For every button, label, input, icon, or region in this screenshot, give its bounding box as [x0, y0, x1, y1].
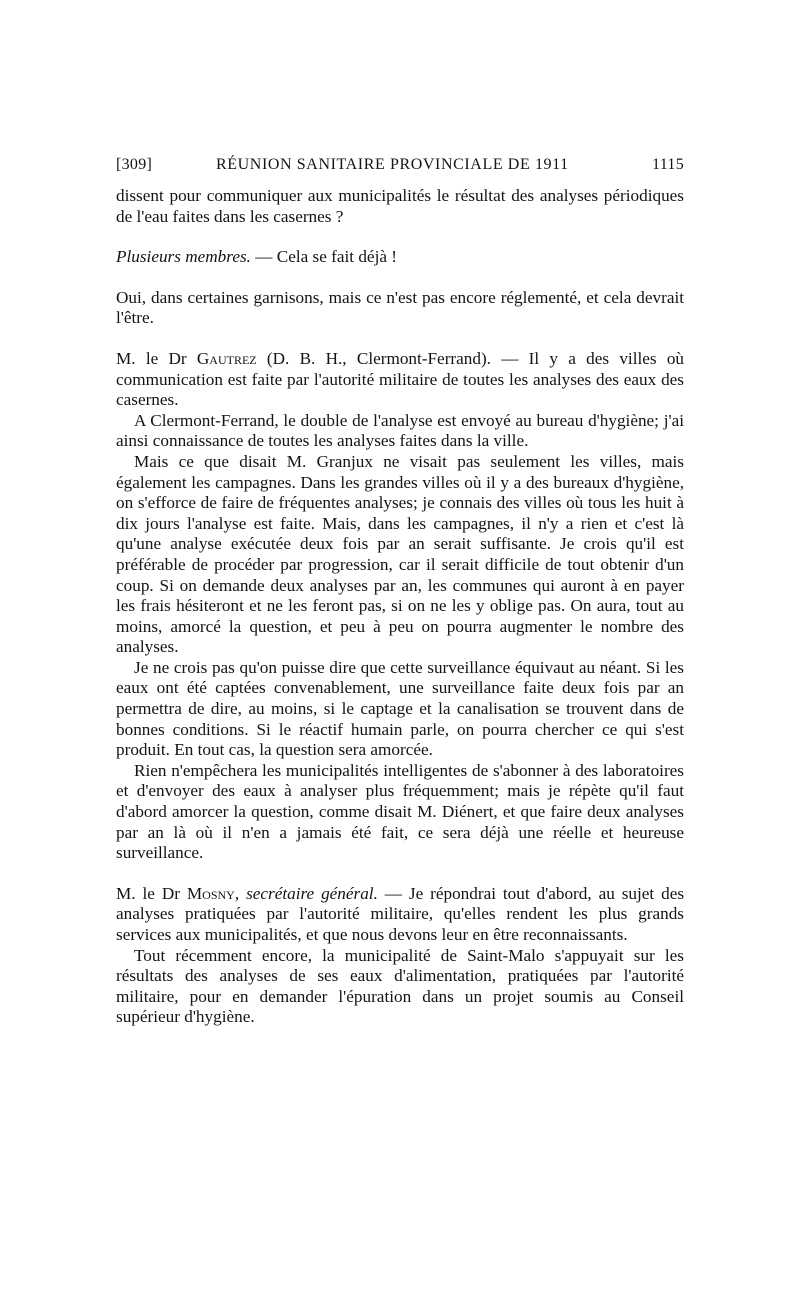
- speaker-role: secrétaire général.: [246, 883, 378, 903]
- speaker-name: Mosny: [186, 883, 235, 903]
- paragraph-speaker-members: Plusieurs membres. — Cela se fait déjà !: [116, 247, 397, 267]
- running-title: RÉUNION SANITAIRE PROVINCIALE DE 1911: [216, 156, 569, 173]
- running-header: [116, 156, 684, 180]
- speaker-prefix: M. le Dr: [116, 348, 197, 368]
- paragraph: Oui, dans certaines garnisons, mais ce n'est pas encore réglementé, et cela devrait l'être.: [116, 287, 684, 328]
- paragraph: Mais ce que disait M. Granjux ne visait pas seulement les villes, mais également les campagnes. Dans les grandes villes où il y a des bureaux d'hygiène, on s'efforce de faire de fréquentes analyses; je connais des villes où tous les huit à dix jours l'analyse est faite. Mais, dans les campagnes, il n'y a rien et c'est là qu'une analyse exécutée deux fois par an serait suffisante. Je crois qu'il est préférable de procéder par progression, car il serait difficile de tout obtenir d'un coup. Si on demande deux analyses par an, les communes qui auront à en payer les frais hésiteront et ne les feront pas, si on ne les y oblige pas. On aura, tout au moins, amorcé la question, et peu à peu on pourra augmenter le nombre des analyses.: [116, 451, 684, 657]
- paragraph: Rien n'empêchera les municipalités intelligentes de s'abonner à des laboratoires et d'envoyer des eaux à analyser plus fréquemment; mais je répète qu'il faut d'abord amorcer la question, comme disait M. Diénert, et que faire deux analyses par an là où il n'en a jamais été fait, ce sera déjà une réelle et heureuse surveillance.: [116, 760, 684, 863]
- speaker-label: Plusieurs membres.: [116, 247, 251, 267]
- paragraph: dissent pour communiquer aux municipalités le résultat des analyses périodiques de l'eau faites dans les casernes ?: [116, 186, 684, 226]
- paragraph: A Clermont-Ferrand, le double de l'analyse est envoyé au bureau d'hygiène; j'ai ainsi connaissance de toutes les analyses faites dans la ville.: [116, 410, 684, 451]
- speaker-prefix: M. le Dr: [116, 883, 187, 903]
- paragraph: Je ne crois pas qu'on puisse dire que cette surveillance équivaut au néant. Si les eaux ont été captées convenablement, une surveillance faite deux fois par an permettra de dire, au moins, si le captage et la canalisation se trouvent dans de bonnes conditions. Si le réactif humain parle, on pourra chercher ce qui s'est produit. En tout cas, la question sera amorcée.: [116, 657, 684, 760]
- paragraph-speaker-gautrez: M. le Dr Gautrez (D. B. H., Clermont-Ferrand). — Il y a des villes où communication est faite par l'autorité militaire de toutes les analyses des eaux des casernes.: [116, 348, 685, 410]
- speaker-name: Gautrez: [196, 348, 257, 368]
- page-body: [116, 186, 684, 1028]
- page-number: 1115: [651, 156, 684, 173]
- page-reference: [309]: [116, 156, 153, 173]
- paragraph-speaker-mosny: M. le Dr Mosny, secrétaire général. — Je répondrai tout d'abord, au sujet des analyses pratiquées par l'autorité militaire, qu'elles rendent les plus grands services aux municipalités, et que nous devons leur en être reconnaissants.: [116, 883, 685, 944]
- paragraph: Tout récemment encore, la municipalité de Saint-Malo s'appuyait sur les résultats des analyses de ses eaux d'alimentation, pratiquées par l'autorité militaire, pour en demander l'épuration dans un projet soumis au Conseil supérieur d'hygiène.: [116, 945, 684, 1027]
- speaker-affiliation: (D. B. H., Clermont-Ferrand).: [256, 348, 491, 368]
